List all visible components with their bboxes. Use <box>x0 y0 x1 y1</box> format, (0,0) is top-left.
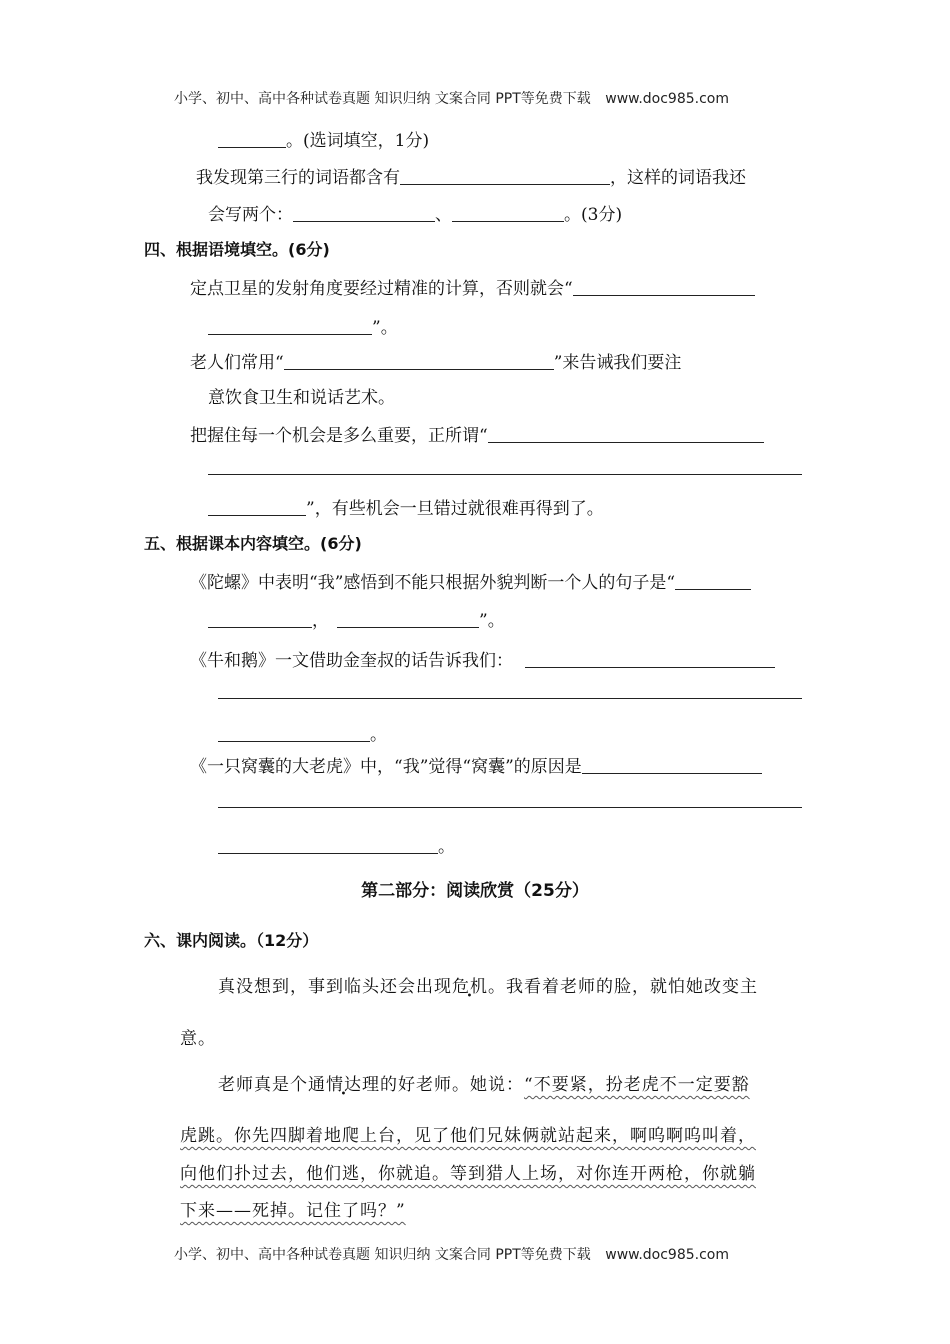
section4-q2-tail: ”来告诫我们要注 <box>553 353 682 373</box>
blank[interactable] <box>675 588 751 590</box>
separator: 、 <box>435 205 452 225</box>
dotted-word: 通情达理 <box>308 1075 380 1095</box>
section4-q3-end: ”，有些机会一旦错过就很难再得到了。 <box>306 499 604 519</box>
blank[interactable] <box>400 183 610 185</box>
section4-q3-text: 把握住每一个机会是多么重要，正所谓“ <box>190 426 488 446</box>
blank[interactable] <box>488 441 764 443</box>
section6-p1-tail: 。我看着老师的脸，就怕她改变主 <box>488 977 758 997</box>
section6-p1-cont: 意。 <box>180 1029 216 1049</box>
header-url: www.doc985.com <box>605 91 729 107</box>
section4-title: 四、根据语境填空。(6分) <box>144 240 330 259</box>
section6-p2-line4 <box>180 1196 406 1221</box>
section6-p1-text: 真没想到，事到临头还会出现 <box>218 977 452 997</box>
wavy-quote: 虎跳。你先四脚着地爬上台，见了他们兄妹俩就站起来，啊呜啊呜叫着， <box>180 1126 756 1146</box>
blank[interactable] <box>337 626 479 628</box>
wavy-quote: “不要紧，扮老虎不一定要豁 <box>524 1075 750 1095</box>
section5-q1-end: ”。 <box>479 611 505 631</box>
section6-p2-text: 老师真是个 <box>218 1075 308 1095</box>
section3-line2-text: 我发现第三行的词语都含有 <box>196 168 400 188</box>
section6-p2-line3 <box>180 1159 756 1184</box>
blank[interactable] <box>452 220 564 222</box>
section6-title: 六、课内阅读。（12分） <box>144 931 319 950</box>
section4-q1-text: 定点卫星的发射角度要经过精准的计算，否则就会“ <box>190 279 573 299</box>
section5-q2-text: 《牛和鹅》一文借助金奎叔的话告诉我们： <box>190 651 513 671</box>
blank[interactable] <box>293 220 435 222</box>
blank[interactable] <box>218 852 438 854</box>
section4-q1 <box>190 274 755 299</box>
section5-q1 <box>190 568 751 593</box>
blank[interactable] <box>208 626 312 628</box>
blank-line[interactable] <box>218 698 802 699</box>
blank[interactable] <box>208 514 306 516</box>
blank[interactable] <box>582 772 762 774</box>
section6-p2 <box>218 1070 750 1095</box>
footer-text: 小学、初中、高中各种试卷真题 知识归纳 文案合同 PPT等免费下载 <box>174 1247 591 1263</box>
dotted-word: 危机 <box>452 977 488 997</box>
page-footer <box>174 1244 729 1264</box>
section3-line2-tail: ，这样的词语我还 <box>610 168 746 188</box>
section5-q3-cont <box>218 832 455 857</box>
section6-p1 <box>218 972 758 997</box>
section3-line1-tail: 。(选词填空，1分) <box>286 131 430 151</box>
section4-q2-cont: 意饮食卫生和说话艺术。 <box>208 388 395 408</box>
blank[interactable] <box>208 333 372 335</box>
section4-q2 <box>190 348 681 373</box>
section3-line3-text: 会写两个： <box>208 205 293 225</box>
section5-q1-text: 《陀螺》中表明“我”感悟到不能只根据外貌判断一个人的句子是“ <box>190 573 676 593</box>
section5-q2-end: 。 <box>370 725 387 745</box>
section4-q1-end: ”。 <box>372 318 398 338</box>
section6-p2-mid: 的好老师。她说： <box>380 1075 524 1095</box>
wavy-quote: 下来——死掉。记住了吗？” <box>180 1201 406 1221</box>
footer-url: www.doc985.com <box>605 1247 729 1263</box>
section6-p2-line2 <box>180 1121 756 1146</box>
section5-q3-end: 。 <box>438 837 455 857</box>
wavy-quote: 向他们扑过去，他们逃，你就追。等到猎人上场，对你连开两枪，你就躺 <box>180 1164 756 1184</box>
section5-title: 五、根据课本内容填空。(6分) <box>144 534 362 553</box>
part2-title: 第二部分：阅读欣赏（25分） <box>361 881 589 901</box>
section5-q2-cont <box>218 720 387 745</box>
page-header <box>174 88 729 108</box>
section4-q3 <box>190 421 764 446</box>
section4-q1-cont <box>208 313 398 338</box>
blank[interactable] <box>525 666 775 668</box>
section5-q1-cont <box>208 606 505 631</box>
blank[interactable] <box>573 294 755 296</box>
section4-q2-text: 老人们常用“ <box>190 353 284 373</box>
header-text: 小学、初中、高中各种试卷真题 知识归纳 文案合同 PPT等免费下载 <box>174 91 591 107</box>
section5-q1-mid: ， <box>312 611 329 631</box>
section4-q3-cont <box>208 494 604 519</box>
section3-line2 <box>196 163 746 188</box>
section3-line3-tail: 。(3分) <box>564 205 623 225</box>
blank[interactable] <box>284 368 554 370</box>
section5-q3-text: 《一只窝囊的大老虎》中，“我”觉得“窝囊”的原因是 <box>190 757 582 777</box>
blank-line[interactable] <box>218 807 802 808</box>
blank[interactable] <box>218 740 370 742</box>
section5-q2 <box>190 646 775 671</box>
blank-line[interactable] <box>208 474 802 475</box>
section3-line3 <box>208 200 622 225</box>
blank[interactable] <box>218 146 286 148</box>
section3-line1 <box>218 126 429 151</box>
section5-q3 <box>190 752 762 777</box>
